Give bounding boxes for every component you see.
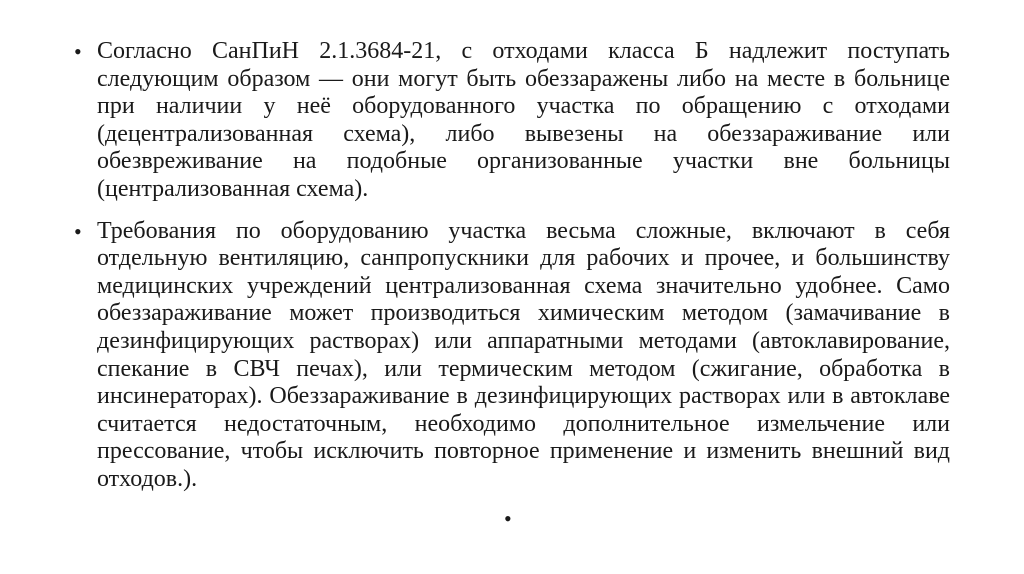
bullet-text-sanpin: Согласно СанПиН 2.1.3684-21, с отходами класса Б надлежит поступать следующим образом — они могут быть обеззаражены либо на месте в больнице при наличии у неё оборудованного участка по обращению с отходами (децентрализованная схема), либо вывезены на обеззараживание или обезвреживание на подобные организованные участки вне больницы (централизованная схема). xyxy=(97,38,950,202)
bullet-item-requirements xyxy=(72,218,950,494)
empty-bullet-marker: • xyxy=(504,506,512,531)
bullet-item-sanpin xyxy=(72,38,950,204)
bullet-list xyxy=(72,38,950,508)
bullet-marker: • xyxy=(74,218,82,244)
bullet-marker: • xyxy=(74,39,82,64)
bullet-text-requirements: Требования по оборудованию участка весьма сложные, включают в себя отдельную вентиляцию, санпропускники для рабочих и прочее, и большинству медицинских учреждений централизованная схема значительно удобнее. Само обеззараживание может производиться химическим методом (замачивание в дезинфицирующих растворах) или аппаратными методами (автоклавирование, спекание в СВЧ печах), или термическим методом (сжигание, обработка в инсинераторах). Обеззараживание в дезинфицирующих растворах или в автоклаве считается недостаточным, необходимо дополнительное измельчение или прессование, чтобы исключить повторное применение и изменить внешний вид отходов.). xyxy=(97,217,950,492)
